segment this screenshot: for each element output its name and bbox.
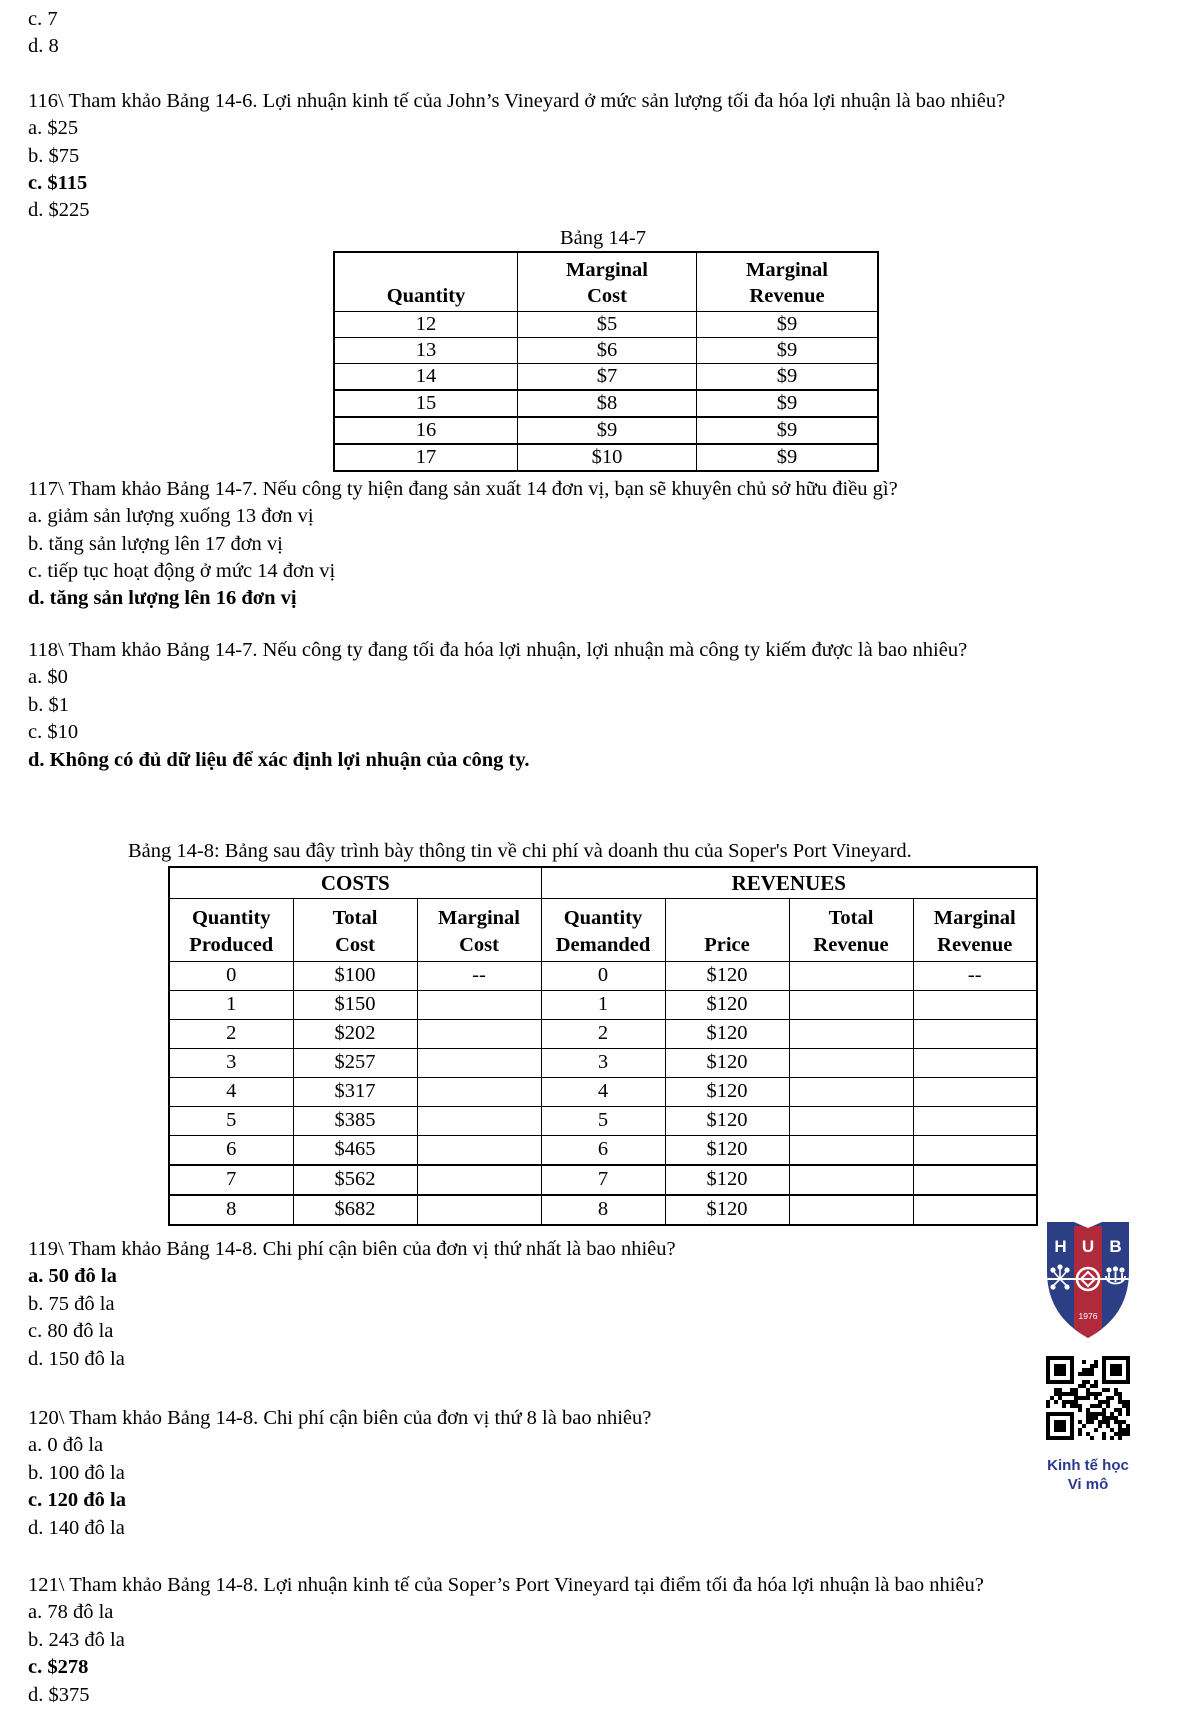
table-14-8-cell: 0: [169, 961, 293, 990]
leading-option-a: c. 7: [28, 8, 58, 30]
table-14-8-cell: 6: [541, 1135, 665, 1165]
table-14-7-cell: $9: [697, 390, 879, 417]
shield-letter-b: B: [1109, 1237, 1122, 1256]
table-14-8-cell: [789, 1019, 913, 1048]
table-14-7-title: Bảng 14-7: [560, 226, 646, 249]
table-14-8-header: Quantity Demanded: [541, 898, 665, 961]
table-14-8-cell: $120: [665, 1195, 789, 1225]
q119-option-b: b. 75 đô la: [28, 1292, 115, 1315]
table-14-7-cell: $9: [697, 363, 879, 390]
table-14-8-cell: $100: [293, 961, 417, 990]
table-14-8-cell: 7: [541, 1165, 665, 1195]
q116-option-b: b. $75: [28, 144, 80, 167]
table-14-8-cell: $202: [293, 1019, 417, 1048]
q118-option-b: b. $1: [28, 693, 69, 716]
table-14-8-header: Quantity Produced: [169, 898, 293, 961]
table-14-8-header: Marginal Revenue: [913, 898, 1037, 961]
table-14-8-cell: [913, 990, 1037, 1019]
table-14-8-row: [169, 961, 1037, 990]
table-14-8-row: [169, 1195, 1037, 1225]
table-14-8-cell: [417, 1077, 541, 1106]
table-14-7-cell: $9: [697, 337, 879, 363]
table-14-8-cell: [417, 1019, 541, 1048]
table-14-7-cell: $7: [518, 363, 697, 390]
table-14-8-cell: 1: [169, 990, 293, 1019]
table-14-8-cell: $120: [665, 1077, 789, 1106]
table-14-8-header: Marginal Cost: [417, 898, 541, 961]
table-14-8-row: [169, 990, 1037, 1019]
table-14-8-cell: $120: [665, 1019, 789, 1048]
q116-option-c: c. $115: [28, 172, 88, 195]
table-14-8-cell: [913, 1195, 1037, 1225]
shield-year-1976: 1976: [1078, 1311, 1098, 1321]
table-14-7-cell: 17: [334, 444, 518, 471]
table-14-8-cell: 2: [541, 1019, 665, 1048]
table-14-8-cell: $317: [293, 1077, 417, 1106]
leading-option-b: d. 8: [28, 35, 59, 58]
table-14-8-cell: --: [417, 961, 541, 990]
table-14-8-header: Total Revenue: [789, 898, 913, 961]
q118-option-a: a. $0: [28, 666, 68, 689]
table-14-8-cell: [913, 1077, 1037, 1106]
table-14-8-cell: 3: [541, 1048, 665, 1077]
q120-option-a: a. 0 đô la: [28, 1434, 104, 1457]
question-118: [28, 637, 1190, 774]
table-14-8-cell: 6: [169, 1135, 293, 1165]
table-14-7-row: [334, 311, 878, 337]
question-116: [28, 88, 1190, 225]
table-14-7-row: [334, 417, 878, 444]
question-text-116: 116\ Tham khảo Bảng 14-6. Lợi nhuận kinh tế của John’s Vineyard ở mức sản lượng tối đa hóa lợi nhuận là bao nhiêu?: [28, 89, 1006, 112]
table-14-8-cell: 0: [541, 961, 665, 990]
table-14-8-cell: [789, 1106, 913, 1135]
q117-option-d: d. tăng sản lượng lên 16 đơn vị: [28, 587, 297, 610]
q116-option-a: a. $25: [28, 117, 79, 140]
table-14-7-row: [334, 444, 878, 471]
table-14-8-cell: [789, 1165, 913, 1195]
q116-option-d: d. $225: [28, 199, 90, 222]
table-14-8-cell: [913, 1106, 1037, 1135]
table-14-8-cell: $150: [293, 990, 417, 1019]
table-14-8-row: [169, 1048, 1037, 1077]
q117-option-a: a. giảm sản lượng xuống 13 đơn vị: [28, 505, 314, 528]
table-14-7-header: Marginal Revenue: [697, 252, 879, 312]
shield-letter-u: U: [1081, 1237, 1095, 1256]
table-14-8-row: [169, 1135, 1037, 1165]
table-14-7-row: [334, 337, 878, 363]
table-14-7-header: Marginal Cost: [518, 252, 697, 312]
spacer: [28, 61, 1190, 88]
table-14-8-cell: --: [913, 961, 1037, 990]
table-14-8-cell: [789, 990, 913, 1019]
question-text-120: 120\ Tham khảo Bảng 14-8. Chi phí cận biên của đơn vị thứ 8 là bao nhiêu?: [28, 1406, 652, 1429]
question-text-119: 119\ Tham khảo Bảng 14-8. Chi phí cận biên của đơn vị thứ nhất là bao nhiêu?: [28, 1237, 676, 1260]
table-14-8-cell: 8: [169, 1195, 293, 1225]
table-14-8-header: Total Cost: [293, 898, 417, 961]
question-120: [28, 1405, 1190, 1542]
logo-caption-line1: Kinh tế học: [1047, 1457, 1129, 1474]
table-14-8-cell: $257: [293, 1048, 417, 1077]
table-14-8-group-header: COSTS: [169, 867, 541, 899]
table-14-7-cell: 15: [334, 390, 518, 417]
q119-option-c: c. 80 đô la: [28, 1320, 114, 1343]
q121-option-a: a. 78 đô la: [28, 1601, 114, 1624]
table-14-7: [333, 251, 879, 472]
hub-university-shield-logo: [1043, 1216, 1133, 1342]
table-14-8-cell: $120: [665, 990, 789, 1019]
question-117: [28, 476, 1190, 613]
table-14-8-cell: 4: [541, 1077, 665, 1106]
table-14-8-caption: Bảng 14-8: Bảng sau đây trình bày thông tin về chi phí và doanh thu của Soper's Port Vineyard.: [128, 839, 912, 862]
table-14-8-cell: $385: [293, 1106, 417, 1135]
table-14-7-header: Quantity: [334, 252, 518, 312]
table-14-8-header: Price: [665, 898, 789, 961]
q120-option-d: d. 140 đô la: [28, 1516, 125, 1539]
q121-option-c: c. $278: [28, 1656, 89, 1679]
table-14-8-cell: [789, 1135, 913, 1165]
question-text-121: 121\ Tham khảo Bảng 14-8. Lợi nhuận kinh tế của Soper’s Port Vineyard tại điểm tối đa hóa lợi nhuận là bao nhiêu?: [28, 1573, 984, 1596]
q119-option-a: a. 50 đô la: [28, 1265, 117, 1288]
table-14-8-cell: 5: [541, 1106, 665, 1135]
table-14-7-header-row: [334, 252, 878, 312]
leading-answer-options: [28, 6, 1190, 61]
table-14-7-cell: 14: [334, 363, 518, 390]
table-14-8-row: [169, 1019, 1037, 1048]
table-14-7-cell: $10: [518, 444, 697, 471]
table-14-7-cell: 16: [334, 417, 518, 444]
table-14-8-cell: 5: [169, 1106, 293, 1135]
table-14-8-cell: [417, 1048, 541, 1077]
table-14-8-cell: [789, 1195, 913, 1225]
table-14-7-cell: $5: [518, 311, 697, 337]
table-14-8-header-row: [169, 898, 1037, 961]
table-14-8-group-header: REVENUES: [541, 867, 1037, 899]
table-14-8-row: [169, 1165, 1037, 1195]
table-14-8-cell: 3: [169, 1048, 293, 1077]
table-14-7-cell: $9: [697, 444, 879, 471]
table-14-8-group-header-row: [169, 867, 1037, 899]
table-14-7-row: [334, 363, 878, 390]
qr-code: [1044, 1354, 1132, 1442]
table-14-8-cell: 1: [541, 990, 665, 1019]
table-14-7-cell: $6: [518, 337, 697, 363]
table-14-8-cell: $120: [665, 1048, 789, 1077]
q120-option-c: c. 120 đô la: [28, 1489, 126, 1512]
table-14-8-cell: [913, 1135, 1037, 1165]
table-14-8-row: [169, 1077, 1037, 1106]
question-119: [28, 1236, 1190, 1373]
table-14-8-cell: [789, 1048, 913, 1077]
table-14-7-cell: $9: [518, 417, 697, 444]
question-text-118: 118\ Tham khảo Bảng 14-7. Nếu công ty đang tối đa hóa lợi nhuận, lợi nhuận mà công ty kiếm được là bao nhiêu?: [28, 638, 968, 661]
table-14-7-row: [334, 390, 878, 417]
q118-option-d: d. Không có đủ dữ liệu để xác định lợi nhuận của công ty.: [28, 748, 530, 771]
table-14-8-cell: [789, 1077, 913, 1106]
table-14-8-cell: [913, 1165, 1037, 1195]
q121-option-d: d. $375: [28, 1683, 90, 1706]
q117-option-c: c. tiếp tục hoạt động ở mức 14 đơn vị: [28, 560, 336, 583]
table-14-7-cell: 12: [334, 311, 518, 337]
table-14-8-cell: [789, 961, 913, 990]
table-14-8-cell: $120: [665, 1165, 789, 1195]
q120-option-b: b. 100 đô la: [28, 1461, 125, 1484]
table-14-8-cell: [417, 1165, 541, 1195]
table-14-8-cell: 2: [169, 1019, 293, 1048]
q119-option-d: d. 150 đô la: [28, 1347, 125, 1370]
table-14-7-cell: $9: [697, 311, 879, 337]
table-14-8-cell: $120: [665, 1106, 789, 1135]
table-14-8-cell: [417, 1135, 541, 1165]
logo-caption-line2: Vi mô: [1067, 1476, 1109, 1493]
table-14-8-row: [169, 1106, 1037, 1135]
table-14-8-cell: $682: [293, 1195, 417, 1225]
table-14-8-cell: [913, 1019, 1037, 1048]
shield-letter-h: H: [1054, 1237, 1067, 1256]
question-text-117: 117\ Tham khảo Bảng 14-7. Nếu công ty hiện đang sản xuất 14 đơn vị, bạn sẽ khuyên chủ sở hữu điều gì?: [28, 477, 898, 500]
table-14-8-cell: $465: [293, 1135, 417, 1165]
table-14-8-cell: 4: [169, 1077, 293, 1106]
hub-logo-block: [1038, 1216, 1138, 1494]
table-14-8-cell: [417, 990, 541, 1019]
table-14-8-cell: [913, 1048, 1037, 1077]
table-14-8-cell: $120: [665, 1135, 789, 1165]
table-14-7-cell: 13: [334, 337, 518, 363]
table-14-8-cell: 7: [169, 1165, 293, 1195]
logo-caption: [1038, 1456, 1138, 1494]
table-14-8-cell: 8: [541, 1195, 665, 1225]
shield-right-icon: [1106, 1267, 1125, 1283]
table-14-7-cell: $9: [697, 417, 879, 444]
question-121: [28, 1572, 1190, 1709]
table-14-8: [168, 866, 1038, 1226]
q118-option-c: c. $10: [28, 721, 79, 744]
table-14-8-cell: $120: [665, 961, 789, 990]
q117-option-b: b. tăng sản lượng lên 17 đơn vị: [28, 532, 283, 555]
table-14-8-cell: [417, 1106, 541, 1135]
table-14-8-cell: [417, 1195, 541, 1225]
table-14-7-cell: $8: [518, 390, 697, 417]
q121-option-b: b. 243 đô la: [28, 1628, 125, 1651]
table-14-8-cell: $562: [293, 1165, 417, 1195]
